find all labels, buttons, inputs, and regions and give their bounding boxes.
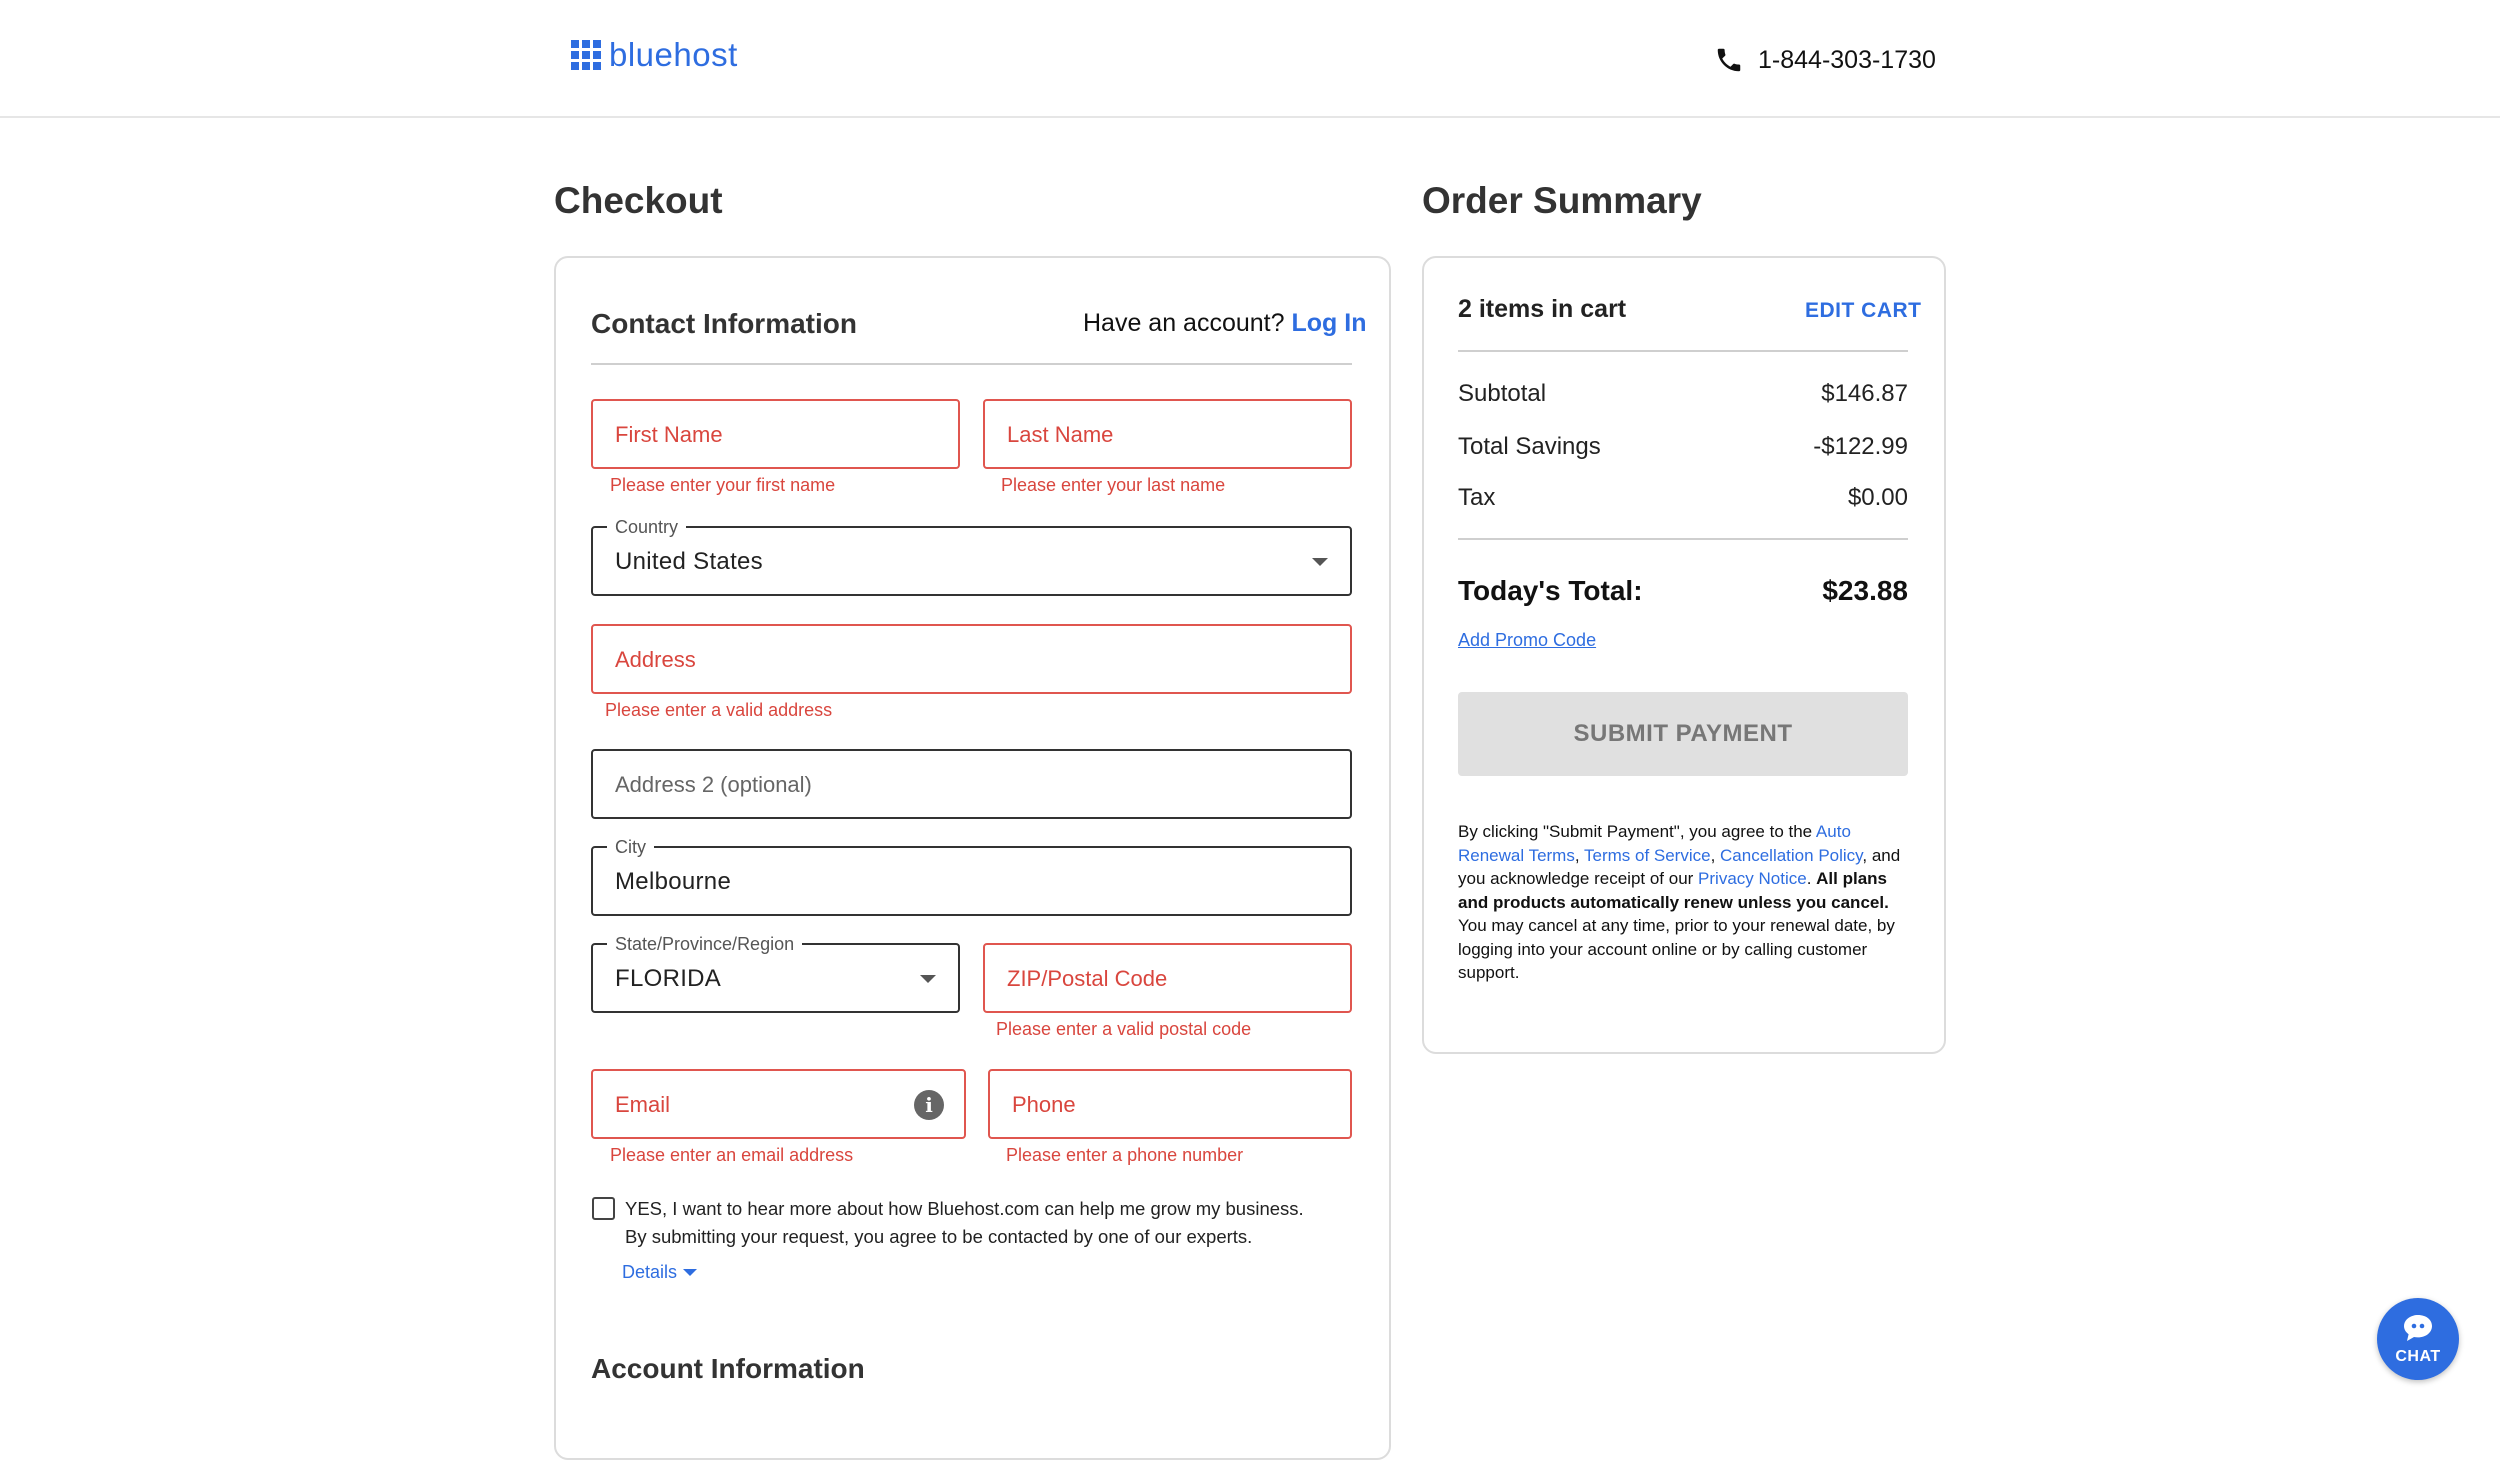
last-name-error: Please enter your last name bbox=[1001, 475, 1226, 495]
terms-of-service-link[interactable]: Terms of Service bbox=[1583, 845, 1711, 865]
city-value: Melbourne bbox=[615, 868, 732, 895]
phone-error: Please enter a phone number bbox=[1006, 1145, 1244, 1165]
phone-number: 1-844-303-1730 bbox=[1758, 45, 1936, 74]
country-label: Country bbox=[607, 517, 686, 538]
bluehost-logo[interactable] bbox=[571, 36, 738, 74]
total-row: Today's Total: $23.88 bbox=[1458, 575, 1908, 606]
address-error: Please enter a valid address bbox=[605, 700, 833, 720]
chat-label: CHAT bbox=[2395, 1348, 2441, 1365]
support-phone[interactable] bbox=[1714, 45, 1936, 75]
address-placeholder: Address bbox=[615, 647, 696, 672]
phone-placeholder: Phone bbox=[1012, 1092, 1076, 1117]
email-placeholder: Email bbox=[615, 1092, 671, 1117]
order-summary-title: Order Summary bbox=[1422, 180, 1702, 221]
chevron-down-icon bbox=[920, 975, 936, 983]
state-select[interactable] bbox=[591, 934, 960, 1013]
submit-payment-button[interactable]: SUBMIT PAYMENT bbox=[1458, 692, 1908, 776]
info-icon[interactable]: i bbox=[914, 1090, 944, 1120]
first-name-placeholder: First Name bbox=[615, 422, 723, 447]
chat-button[interactable] bbox=[2377, 1298, 2459, 1380]
last-name-field[interactable] bbox=[983, 399, 1352, 469]
edit-cart-link[interactable]: EDIT CART bbox=[1805, 299, 1922, 322]
email-error: Please enter an email address bbox=[610, 1145, 854, 1165]
logo-text: bluehost bbox=[609, 36, 738, 73]
marketing-consent-checkbox[interactable] bbox=[592, 1197, 615, 1220]
first-name-field[interactable] bbox=[591, 399, 960, 469]
zip-field[interactable] bbox=[983, 943, 1352, 1013]
state-value: FLORIDA bbox=[615, 965, 722, 992]
marketing-consent-text: YES, I want to hear more about how Bluehost.com can help me grow my business. By submitting your request, you agree to be contacted by one of our experts. bbox=[625, 1198, 1304, 1247]
savings-row: Total Savings -$122.99 bbox=[1458, 433, 1908, 460]
cart-count: 2 items in cart bbox=[1458, 295, 1627, 323]
tax-row: Tax $0.00 bbox=[1458, 484, 1908, 511]
have-account-text: Have an account? Log In bbox=[1083, 309, 1367, 337]
zip-error: Please enter a valid postal code bbox=[996, 1019, 1252, 1039]
site-header bbox=[0, 0, 2500, 118]
city-label: City bbox=[607, 837, 654, 858]
summary-divider-bottom bbox=[1458, 538, 1908, 540]
contact-divider bbox=[591, 363, 1352, 365]
subtotal-row: Subtotal $146.87 bbox=[1458, 380, 1908, 407]
city-field[interactable] bbox=[591, 837, 1352, 916]
chat-bubble-icon bbox=[2402, 1314, 2434, 1342]
zip-placeholder: ZIP/Postal Code bbox=[1007, 966, 1168, 991]
email-field[interactable] bbox=[591, 1069, 966, 1139]
legal-text: By clicking "Submit Payment", you agree to the Auto Renewal Terms, Terms of Service, Cancellation Policy, and you acknowledge receipt of our Privacy Notice. All plans and products automatically renew unless you cancel. You may cancel at any time, prior to your renewal date, by logging into your account online or by calling customer support. bbox=[1458, 822, 1901, 982]
phone-icon bbox=[1714, 45, 1744, 75]
add-promo-code-link[interactable]: Add Promo Code bbox=[1458, 630, 1597, 650]
privacy-notice-link[interactable]: Privacy Notice bbox=[1698, 869, 1807, 888]
phone-field[interactable] bbox=[988, 1069, 1352, 1139]
cancellation-policy-link[interactable]: Cancellation Policy bbox=[1720, 845, 1863, 865]
caret-down-icon bbox=[683, 1269, 697, 1276]
address2-field[interactable] bbox=[591, 749, 1352, 819]
chevron-down-icon bbox=[1312, 558, 1328, 566]
first-name-error: Please enter your first name bbox=[610, 475, 836, 495]
contact-info-title: Contact Information bbox=[591, 308, 857, 339]
details-toggle[interactable]: Details bbox=[622, 1262, 697, 1283]
account-info-title: Account Information bbox=[591, 1353, 865, 1384]
address-field[interactable] bbox=[591, 624, 1352, 694]
country-select[interactable] bbox=[591, 517, 1352, 596]
last-name-placeholder: Last Name bbox=[1007, 422, 1114, 447]
address2-placeholder: Address 2 (optional) bbox=[615, 772, 812, 797]
checkout-title: Checkout bbox=[554, 180, 723, 221]
country-value: United States bbox=[615, 548, 763, 575]
summary-divider-top bbox=[1458, 350, 1908, 352]
login-link[interactable]: Log In bbox=[1291, 309, 1367, 337]
state-label: State/Province/Region bbox=[607, 934, 802, 955]
logo-grid-icon bbox=[571, 40, 601, 70]
auto-renewal-terms-link[interactable]: Auto Renewal Terms bbox=[1458, 822, 1851, 865]
